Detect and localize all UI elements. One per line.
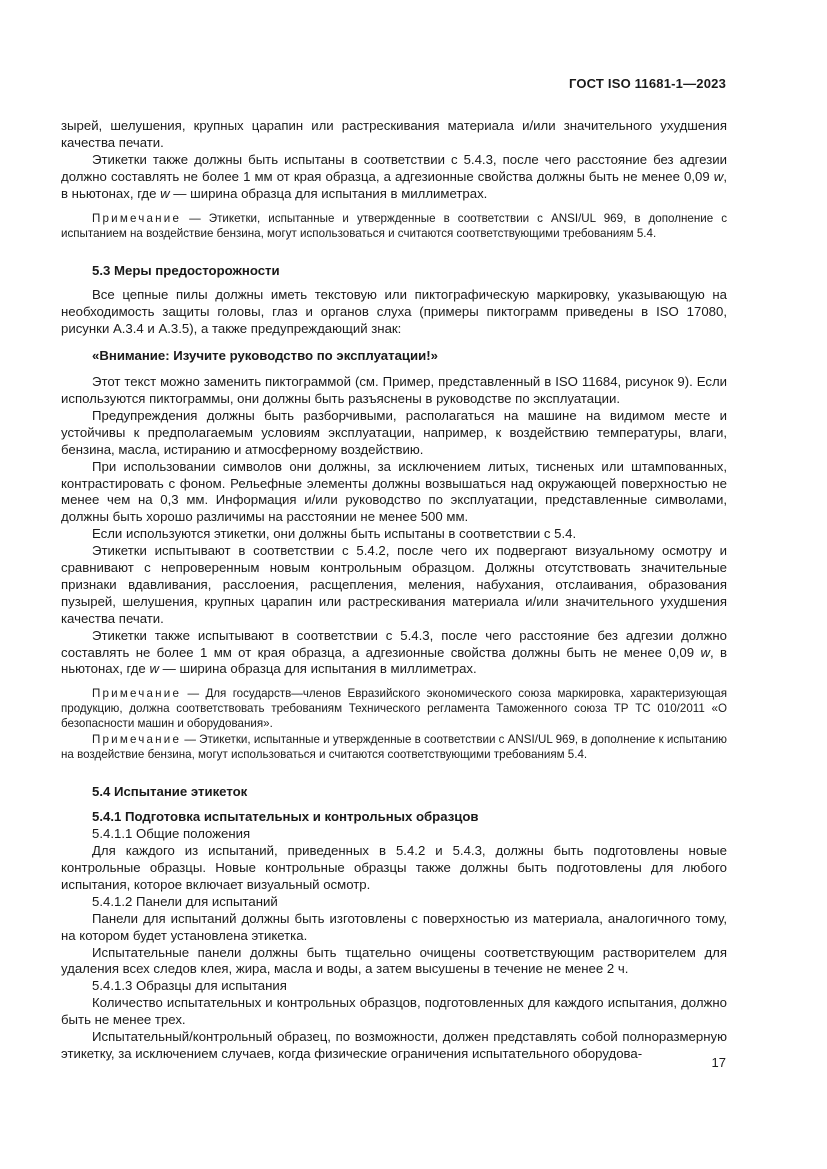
section-heading: 5.3 Меры предосторожности — [92, 262, 280, 278]
clause-title: 5.4.1.2 Панели для испытаний — [92, 893, 278, 909]
note: Примечание — Этикетки, испытанные и утвержденные в соответствии с ANSI/UL 969, в дополнение с испытанием на воздействие бензина, могут использоваться и считаются соответствующими требованиям 5.4. — [61, 211, 727, 240]
paragraph: Все цепные пилы должны иметь текстовую или пиктографическую маркировку, указывающую на необходимость защиты головы, глаз и органов слуха (примеры пиктограмм приведены в ISO 17080, рисунки A.3.4 и A.3.5), а также предупреждающий знак: — [61, 287, 727, 337]
paragraph: Панели для испытаний должны быть изготовлены с поверхностью из материала, аналогичного тому, на котором будет установлена этикетка. — [61, 910, 727, 943]
section-heading: 5.4 Испытание этикеток — [92, 784, 248, 800]
note-label: Примечание — [92, 733, 182, 747]
paragraph: Для каждого из испытаний, приведенных в 5.4.2 и 5.4.3, должны быть подготовлены новые контрольные образцы. Новые контрольные образцы также должны быть подготовлены для любого испытания, которое включает визуальный осмотр. — [61, 843, 727, 892]
paragraph: Этот текст можно заменить пиктограммой (см. Пример, представленный в ISO 11684, рисунок 9). Если используются пиктограммы, они должны быть разъяснены в руководстве по эксплуатации. — [61, 374, 727, 406]
page-number: 17 — [711, 1055, 726, 1070]
note: Примечание — Для государств—членов Евразийского экономического союза маркировка, характеризующая продукцию, должна соответствовать требованиям Технического регламента Таможенного союза ТР ТС 010/2011 «О безопасности машин и оборудования». — [61, 687, 727, 731]
paragraph: Испытательный/контрольный образец, по возможности, должен представлять собой полноразмерную этикетку, за исключением случаев, когда физические ограничения испытательного оборудова- — [61, 1029, 727, 1061]
clause-title: 5.4.1.3 Образцы для испытания — [92, 978, 287, 994]
warning-text: «Внимание: Изучите руководство по эксплуатации!» — [92, 348, 438, 364]
paragraph: Если используются этикетки, они должны быть испытаны в соответствии с 5.4. — [92, 526, 577, 542]
paragraph: Этикетки испытывают в соответствии с 5.4.2, после чего их подвергают визуальному осмотру и сравнивают с непроверенным новым контрольным образцом. Должны отсутствовать значительные признаки вдавливания, расслоения, расщепления, меления, набухания, отслаивания, образования пузырей, шелушения, крупных царапин или растрескивания материала и/или значительного ухудшения качества печати. — [61, 543, 727, 626]
page-content — [61, 118, 727, 1063]
paragraph: При использовании символов они должны, за исключением литых, тисненых или штампованных, контрастировать с фоном. Рельефные элементы должны возвышаться над окружающей поверхностью не менее чем на 0,3 мм. Информация и/или руководство по эксплуатации, представленные символами, должны быть хорошо различимы на расстоянии не менее 500 мм. — [61, 458, 727, 525]
paragraph: Испытательные панели должны быть тщательно очищены соответствующим растворителем для удаления всех следов клея, жира, масла и воды, а затем высушены в течение не менее 2 ч. — [61, 944, 727, 977]
subsection-heading: 5.4.1 Подготовка испытательных и контрольных образцов — [92, 809, 479, 825]
page-header-doc-id: ГОСТ ISO 11681-1—2023 — [568, 76, 726, 91]
clause-title: 5.4.1.1 Общие положения — [92, 826, 251, 842]
note: Примечание — Этикетки, испытанные и утвержденные в соответствии с ANSI/UL 969, в дополнение к испытанию на воздействие бензина, могут использоваться и считаются соответствующими требованиям 5.4. — [61, 733, 727, 762]
paragraph: Количество испытательных и контрольных образцов, подготовленных для каждого испытания, должно быть не менее трех. — [61, 995, 727, 1028]
paragraph: зырей, шелушения, крупных царапин или растрескивания материала и/или значительного ухудшения качества печати. — [61, 118, 727, 150]
paragraph: Этикетки также должны быть испытаны в соответствии с 5.4.3, после чего расстояние без адгезии должно составлять не более 1 мм от края образца, а адгезионные свойства должны быть не менее 0,09 w, в ньютонах, где w — ширина образца для испытания в миллиметрах. — [61, 151, 727, 201]
note-label: Примечание — [92, 211, 182, 225]
note-label: Примечание — [92, 687, 182, 701]
paragraph: Предупреждения должны быть разборчивыми, располагаться на машине на видимом месте и устойчивы к предполагаемым условиям эксплуатации, например, к воздействию температуры, влаги, бензина, масла, истиранию и атмосферному воздействию. — [61, 407, 727, 457]
paragraph: Этикетки также испытывают в соответствии с 5.4.3, после чего расстояние без адгезии должно составлять не более 1 мм от края образца, а адгезионные свойства должны быть не менее 0,09 w, в ньютонах, где w — ширина образца для испытания в миллиметрах. — [61, 627, 727, 677]
